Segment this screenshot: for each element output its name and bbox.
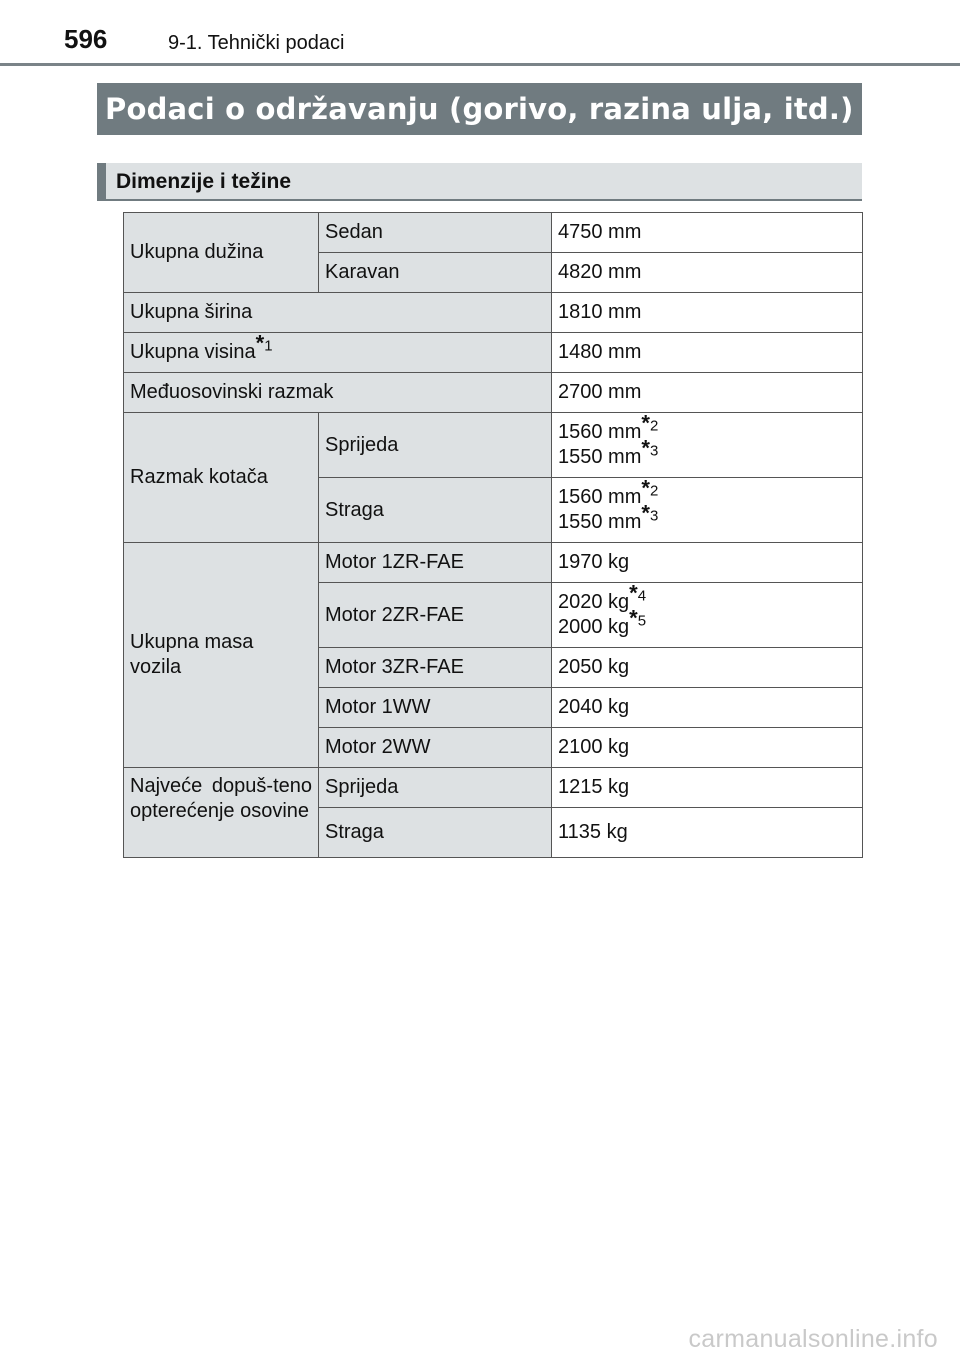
row-label-width: Ukupna širina [124, 293, 552, 333]
table-row [124, 293, 863, 333]
sub-label-axle-front: Sprijeda [319, 768, 552, 808]
value-height: 1480 mm [552, 333, 863, 373]
value-length-sedan: 4750 mm [552, 213, 863, 253]
table-row [124, 333, 863, 373]
value-text: 1550 mm [558, 511, 642, 533]
sub-label-engine: Motor 2WW [319, 728, 552, 768]
value-wheelbase: 2700 mm [552, 373, 863, 413]
row-label-height [124, 330, 552, 373]
footnote-star: * [641, 435, 650, 461]
footnote-number: 3 [649, 442, 659, 460]
value-weight: 2040 kg [552, 688, 863, 728]
chapter-title: 9-1. Tehnički podaci [168, 32, 345, 54]
row-label-tread: Razmak kotača [124, 413, 319, 543]
value-length-wagon: 4820 mm [552, 253, 863, 293]
table-row [124, 413, 863, 478]
footnote-star: * [641, 500, 650, 526]
footnote-star: * [255, 330, 265, 356]
table-row [124, 373, 863, 413]
table-row [124, 213, 863, 253]
sub-label-tread-front: Sprijeda [319, 413, 552, 478]
sub-label-engine: Motor 3ZR-FAE [319, 648, 552, 688]
page-number: 596 [64, 24, 108, 54]
page-title: Podaci o održavanju (gorivo, razina ulja, itd.) [97, 83, 862, 135]
axle-capacity-label: Najveće dopuš-teno opterećenje osovine [130, 775, 312, 822]
row-label-gross-weight [124, 543, 319, 768]
sub-label-engine: Motor 2ZR-FAE [319, 583, 552, 648]
row-label-wheelbase: Međuosovinski razmak [124, 373, 552, 413]
sub-label-engine: Motor 1ZR-FAE [319, 543, 552, 583]
table-row [124, 543, 863, 583]
value-tread-rear [552, 475, 863, 543]
gross-weight-label: Ukupna masa vozila [130, 631, 254, 678]
footnote-star: * [629, 580, 638, 606]
footnote-number: 5 [637, 612, 647, 630]
footnote-number: 2 [649, 417, 659, 435]
value-text: 2000 kg [558, 616, 630, 638]
dimensions-table [123, 212, 863, 858]
sub-label-axle-rear: Straga [319, 808, 552, 858]
watermark: carmanualsonline.info [688, 1325, 938, 1353]
sub-label-tread-rear: Straga [319, 478, 552, 543]
footnote-number: 4 [637, 587, 647, 605]
footnote-star: * [641, 475, 650, 501]
value-weight [552, 580, 863, 648]
sub-label-wagon: Karavan [319, 253, 552, 293]
footnote-number: 2 [649, 482, 659, 500]
value-weight: 1970 kg [552, 543, 863, 583]
value-text: 1560 mm [558, 421, 642, 443]
sub-label-engine: Motor 1WW [319, 688, 552, 728]
footnote-star: * [629, 605, 638, 631]
page-header [0, 0, 960, 66]
sub-label-sedan: Sedan [319, 213, 552, 253]
footnote-star: * [641, 410, 650, 436]
value-text: 1560 mm [558, 486, 642, 508]
value-width: 1810 mm [552, 293, 863, 333]
value-weight: 2050 kg [552, 648, 863, 688]
row-label-axle-capacity [124, 768, 319, 858]
footnote-number: 1 [264, 337, 273, 355]
value-tread-front [552, 410, 863, 478]
value-text: 1550 mm [558, 446, 642, 468]
value-text: 2020 kg [558, 591, 630, 613]
height-label-text: Ukupna visina [130, 341, 256, 363]
section-title: Dimenzije i težine [97, 163, 862, 201]
value-axle-rear: 1135 kg [552, 808, 863, 858]
value-axle-front: 1215 kg [552, 768, 863, 808]
row-label-length: Ukupna dužina [124, 213, 319, 293]
footnote-number: 3 [649, 507, 659, 525]
value-weight: 2100 kg [552, 728, 863, 768]
table-row [124, 768, 863, 808]
